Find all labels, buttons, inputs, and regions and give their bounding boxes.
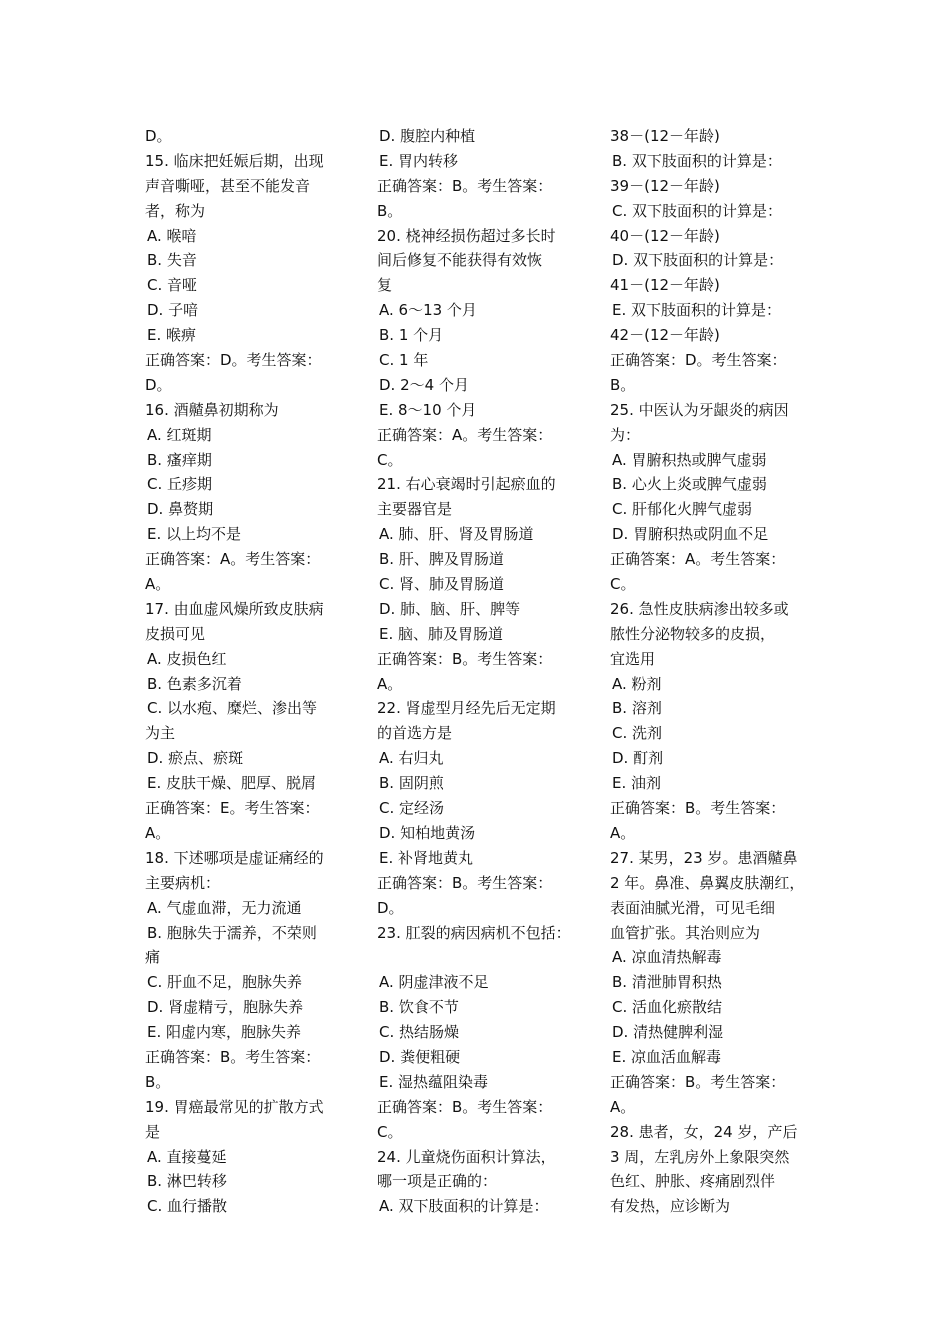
answer-option-line: B. 色素多沉着 xyxy=(147,674,242,693)
answer-option-line: C. 洗剂 xyxy=(612,724,663,743)
answer-key-line: 正确答案：B。考生答案： xyxy=(610,799,786,818)
answer-option-line: A. 6～13 个月 xyxy=(379,301,477,320)
answer-option-line: D. 子喑 xyxy=(147,301,199,320)
question-text-line: 2 年。鼻准、鼻翼皮肤潮红， xyxy=(610,873,805,892)
question-text-line: 间后修复不能获得有效恢 xyxy=(377,251,543,270)
question-text-line: 41－(12－年龄) xyxy=(610,276,720,295)
question-text-line: 为主 xyxy=(145,724,176,743)
text-column-1 xyxy=(145,124,365,1219)
answer-option-line: B. 溶剂 xyxy=(612,699,662,718)
answer-option-line: A. 粉剂 xyxy=(612,674,662,693)
answer-option-line: D. 肺、脑、肝、脾等 xyxy=(379,599,521,618)
question-text-line: 21. 右心衰竭时引起瘀血的 xyxy=(377,475,556,494)
answer-option-line: A. 红斑期 xyxy=(147,425,212,444)
answer-option-line: D. 肾虚精亏，胞脉失养 xyxy=(147,998,304,1017)
answer-option-line: A. 皮损色红 xyxy=(147,649,227,668)
answer-option-line: D. 瘀点、瘀斑 xyxy=(147,749,244,768)
answer-option-line: E. 胃内转移 xyxy=(379,151,459,170)
answer-option-line: A. 凉血清热解毒 xyxy=(612,948,722,967)
question-text-line: 39－(12－年龄) xyxy=(610,176,720,195)
answer-key-line: A。 xyxy=(145,575,171,594)
answer-key-line: 正确答案：A。考生答案： xyxy=(145,550,321,569)
answer-option-line: C. 活血化瘀散结 xyxy=(612,998,723,1017)
answer-key-line: 正确答案：B。考生答案： xyxy=(377,649,553,668)
answer-key-line: A。 xyxy=(610,1097,636,1116)
question-text-line: 16. 酒齄鼻初期称为 xyxy=(145,400,279,419)
answer-option-line: D. 腹腔内种植 xyxy=(379,127,476,145)
question-text-line: 15. 临床把妊娠后期，出现 xyxy=(145,151,324,170)
text-column-3 xyxy=(610,124,830,1219)
question-text-line: 主要器官是 xyxy=(377,500,453,519)
answer-key-line: 正确答案：B。考生答案： xyxy=(377,873,553,892)
answer-option-line: E. 凉血活血解毒 xyxy=(612,1047,722,1066)
question-text-line: 18. 下述哪项是虚证痛经的 xyxy=(145,848,324,867)
answer-key-line: C。 xyxy=(377,450,403,469)
question-text-line: 的首选方是 xyxy=(377,724,453,743)
answer-option-line: E. 脑、肺及胃肠道 xyxy=(379,624,504,643)
answer-option-line: B. 心火上炎或脾气虚弱 xyxy=(612,475,767,494)
answer-option-line: B. 肝、脾及胃肠道 xyxy=(379,550,504,569)
answer-option-line: C. 以水疱、糜烂、渗出等 xyxy=(147,699,318,718)
answer-option-line: C. 热结肠燥 xyxy=(379,1023,460,1042)
answer-key-line: D。 xyxy=(377,898,404,917)
question-text-line: 皮损可见 xyxy=(145,624,206,643)
answer-option-line: A. 气虚血滞，无力流通 xyxy=(147,898,302,917)
answer-option-line: A. 胃腑积热或脾气虚弱 xyxy=(612,450,767,469)
answer-option-line: B. 双下肢面积的计算是： xyxy=(612,151,782,170)
question-text-line: 复 xyxy=(377,276,393,295)
question-text-line: 38－(12－年龄) xyxy=(610,127,720,145)
answer-option-line: B. 失音 xyxy=(147,251,197,270)
question-text-line: 42－(12－年龄) xyxy=(610,326,720,345)
question-text-line: 哪一项是正确的： xyxy=(377,1172,498,1191)
answer-option-line: A. 右归丸 xyxy=(379,749,444,768)
answer-key-line: 正确答案：D。考生答案： xyxy=(145,351,322,370)
answer-key-line: 正确答案：D。考生答案： xyxy=(610,351,787,370)
question-text-line: 为： xyxy=(610,425,641,444)
question-text-line: 脓性分泌物较多的皮损， xyxy=(610,624,776,643)
answer-option-line: D. 酊剂 xyxy=(612,749,664,768)
answer-option-line: E. 补肾地黄丸 xyxy=(379,848,474,867)
answer-option-line: B. 固阴煎 xyxy=(379,774,444,793)
answer-key-line: C。 xyxy=(377,1122,403,1141)
answer-option-line: D. 双下肢面积的计算是： xyxy=(612,251,784,270)
text-column-2 xyxy=(377,124,597,1219)
answer-option-line: E. 8～10 个月 xyxy=(379,400,477,419)
answer-option-line: C. 双下肢面积的计算是： xyxy=(612,201,783,220)
question-text-line: 血管扩张。其治则应为 xyxy=(610,923,761,942)
answer-option-line: B. 1 个月 xyxy=(379,326,444,345)
answer-option-line: B. 胞脉失于濡养，不荣则 xyxy=(147,923,317,942)
answer-key-line: B。 xyxy=(610,375,636,394)
answer-option-line: D. 2～4 个月 xyxy=(379,375,469,394)
answer-option-line: E. 皮肤干燥、肥厚、脱屑 xyxy=(147,774,317,793)
answer-option-line: D. 粪便粗硬 xyxy=(379,1047,461,1066)
question-text-line: 17. 由血虚风燥所致皮肤病 xyxy=(145,599,324,618)
question-text-line: 19. 胃癌最常见的扩散方式 xyxy=(145,1097,324,1116)
answer-key-line: 正确答案：A。考生答案： xyxy=(610,550,786,569)
question-text-line: 者，称为 xyxy=(145,201,206,220)
question-text-line: 主要病机： xyxy=(145,873,221,892)
question-text-line: 27. 某男，23 岁。患酒齄鼻 xyxy=(610,848,798,867)
answer-key-line: 正确答案：B。考生答案： xyxy=(377,176,553,195)
answer-key-line: B。 xyxy=(377,201,403,220)
answer-option-line: C. 定经汤 xyxy=(379,799,445,818)
answer-option-line: A. 直接蔓延 xyxy=(147,1147,227,1166)
answer-option-line: C. 1 年 xyxy=(379,351,429,370)
answer-option-line: B. 淋巴转移 xyxy=(147,1172,227,1191)
question-text-line: 40－(12－年龄) xyxy=(610,226,720,245)
answer-option-line: D. 知柏地黄汤 xyxy=(379,823,476,842)
answer-key-line: D。 xyxy=(145,127,172,145)
question-text-line: 表面油腻光滑，可见毛细 xyxy=(610,898,776,917)
question-text-line: 是 xyxy=(145,1122,161,1141)
blank-line xyxy=(377,945,597,970)
answer-option-line: C. 肝郁化火脾气虚弱 xyxy=(612,500,753,519)
question-text-line: 痛 xyxy=(145,948,161,967)
question-text-line: 23. 肛裂的病因病机不包括： xyxy=(377,923,571,942)
answer-option-line: D. 清热健脾利湿 xyxy=(612,1023,724,1042)
answer-key-line: 正确答案：B。考生答案： xyxy=(145,1047,321,1066)
answer-option-line: C. 肾、肺及胃肠道 xyxy=(379,575,505,594)
answer-option-line: E. 喉痹 xyxy=(147,326,197,345)
answer-option-line: A. 阴虚津液不足 xyxy=(379,973,489,992)
answer-option-line: B. 瘙痒期 xyxy=(147,450,212,469)
answer-option-line: E. 湿热蕴阻染毒 xyxy=(379,1072,489,1091)
question-text-line: 宜选用 xyxy=(610,649,656,668)
answer-option-line: B. 清泄肺胃积热 xyxy=(612,973,722,992)
answer-option-line: C. 肝血不足，胞脉失养 xyxy=(147,973,303,992)
answer-key-line: A。 xyxy=(145,823,171,842)
question-text-line: 24. 儿童烧伤面积计算法， xyxy=(377,1147,556,1166)
answer-key-line: 正确答案：E。考生答案： xyxy=(145,799,320,818)
answer-option-line: E. 双下肢面积的计算是： xyxy=(612,301,782,320)
answer-option-line: C. 丘疹期 xyxy=(147,475,213,494)
answer-key-line: B。 xyxy=(145,1072,171,1091)
question-text-line: 25. 中医认为牙龈炎的病因 xyxy=(610,400,789,419)
answer-option-line: D. 鼻赘期 xyxy=(147,500,214,519)
answer-key-line: A。 xyxy=(610,823,636,842)
question-text-line: 20. 桡神经损伤超过多长时 xyxy=(377,226,556,245)
answer-option-line: E. 油剂 xyxy=(612,774,662,793)
answer-key-line: C。 xyxy=(610,575,636,594)
answer-key-line: D。 xyxy=(145,375,172,394)
answer-option-line: A. 肺、肝、肾及胃肠道 xyxy=(379,525,534,544)
question-text-line: 3 周，左乳房外上象限突然 xyxy=(610,1147,790,1166)
answer-option-line: C. 血行播散 xyxy=(147,1197,228,1216)
answer-option-line: C. 音哑 xyxy=(147,276,198,295)
answer-key-line: 正确答案：B。考生答案： xyxy=(610,1072,786,1091)
question-text-line: 有发热，应诊断为 xyxy=(610,1197,731,1216)
answer-option-line: E. 以上均不是 xyxy=(147,525,242,544)
question-text-line: 26. 急性皮肤病渗出较多或 xyxy=(610,599,789,618)
answer-key-line: 正确答案：B。考生答案： xyxy=(377,1097,553,1116)
answer-option-line: E. 阳虚内寒，胞脉失养 xyxy=(147,1023,302,1042)
answer-option-line: D. 胃腑积热或阴血不足 xyxy=(612,525,769,544)
question-text-line: 色红、肿胀、疼痛剧烈伴 xyxy=(610,1172,776,1191)
answer-key-line: 正确答案：A。考生答案： xyxy=(377,425,553,444)
answer-key-line: A。 xyxy=(377,674,403,693)
question-text-line: 22. 肾虚型月经先后无定期 xyxy=(377,699,556,718)
answer-option-line: A. 双下肢面积的计算是： xyxy=(379,1197,549,1216)
answer-option-line: A. 喉喑 xyxy=(147,226,197,245)
question-text-line: 声音嘶哑，甚至不能发音 xyxy=(145,176,311,195)
answer-option-line: B. 饮食不节 xyxy=(379,998,459,1017)
question-text-line: 28. 患者，女，24 岁，产后 xyxy=(610,1122,798,1141)
